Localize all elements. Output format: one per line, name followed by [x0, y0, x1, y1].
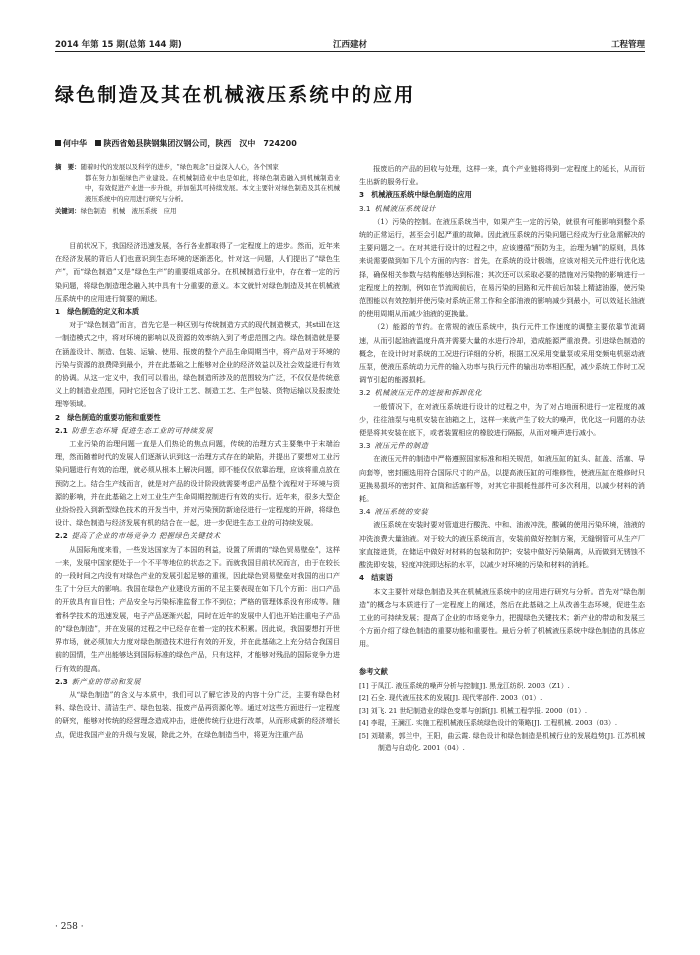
section-2-heading: 2 绿色制造的重要功能和重要性 — [55, 412, 161, 422]
section-3-4-paragraph: 液压系统在安装时要对管道进行酸洗、中和、油液冲洗，酸碱的使用污染环境，油液的冲洗浪费大量油液。对于较大的液压系统而言，安装前做好控制方案，无缝钢管可从生产厂家直接进货，在储运中做好对材料的包装和防护；安装中做好污染隔离，从而做到无锈蚀不酸洗即安装，轻度冲洗即达标的水平，以减少对环境的污染和材料的消耗。 — [359, 520, 645, 570]
section-2-1-number: 2.1 — [55, 425, 68, 435]
reference-item: [3] 刘飞. 21 世纪制造业的绿色变革与创新[J]. 机械工程学报. 2000（01）. — [359, 706, 588, 715]
left-column — [55, 162, 340, 741]
section-2-3-paragraph: 从“绿色制造”的含义与本质中，我们可以了解它涉及的内容十分广泛，主要有绿色材料、绿色设计、清洁生产、绿色包装、报废产品再资源化等。通过对这些方面进行一定程度的研究，能够对传统的经营理念造成冲击，进使传统行业进行改革，从而形成新的经济增长点，促进我国产业的升级与发展，除此之外，在绿色制造当中，将更为注重产品 — [55, 689, 340, 739]
section-2-2-paragraph: 从国际角度来看，一些发达国家为了本国的利益，设置了所谓的“绿色贸易壁垒”，这样一来，发展中国家便处于一个不平等地位的状态之下。而就我国目前状况而言，由于在较长的一段时间之内没有对绿色产业的发展引起足够的重视，因此绿色贸易壁垒对我国的出口产生了十分巨大的影响。我国在绿色产业建设方面的不足主要表现在如下几个方面：出口产品的开放具有盲目性；产品安全与污染标准监督工作不到位；严格的管理体系没有形成等。随着科学技术的迅速发展，电子产品逐渐兴起，同时在近年的发展中人们也开始注重电子产品的“绿色制造”，并在发展的过程之中已经存在着一定的技术积累。因此说，我国要想打开世界市场，就必须加大力度对绿色制造技术进行有效的开发，并在此基础之上充分结合我国目前的国情，生产出能够达到国际标准的绿色产品，只有这样，才能够对残品的国际竞争力进行有效的提高。 — [55, 544, 340, 673]
journal-name: 江西建材 — [332, 40, 367, 50]
section-2-1-title: 防患生态环境 促进生态工业的可持续发展 — [71, 425, 213, 435]
keywords-label: 关键词： — [55, 207, 81, 215]
section-3-1-heading — [359, 202, 645, 215]
abstract-text: 都在努力加强绿色产业建设。在机械制造业中也是如此，将绿色制造融入到机械制造业中，有效促进产业进一步升级，并加强其可持续发展。本文主要针对绿色制造及其在机械液压系统中的应用进行研究与分析。 — [85, 173, 340, 203]
keywords-text: 绿色制造 机械 液压系统 应用 — [80, 207, 177, 215]
section-2-3-title: 新产业的带动和发展 — [71, 676, 141, 686]
section-3-2-title: 机械液压元件的连接和拆卸优化 — [374, 388, 483, 398]
bullet-square-icon — [55, 140, 61, 146]
section-3-3-paragraph: 在液压元件的制造中严格遵照国家标准和相关规范，如液压缸的缸头、缸盖、活塞、导向套等，密封圈选用符合国际尺寸的产品，以提高液压缸的可维修性，使液压缸在维修时只更换易损坏的密封件、缸筒和活塞杆等，对其它非损耗性部件可多次利用，以减少材料的消耗。 — [359, 454, 645, 504]
keywords — [55, 206, 340, 217]
section-name: 工程管理 — [610, 40, 645, 50]
section-3-1-paragraph-2: （2）能源的节约。在常规的液压系统中，执行元件工作速度的调整主要依靠节流调速，从而引起油液温度升高并需要大量的水进行冷却，造成能源严重浪费。引进绿色制造的概念，在设计时对系统的工况进行详细的分析，根据工况采用变量泵或采用变频电机驱动液压泵，使液压系统动力元件的输入功率与执行元件的输出功率相匹配，减少系统工作时工况调节引起的能源损耗。 — [359, 322, 645, 385]
article-title: 绿色制造及其在机械液压系统中的应用 — [55, 84, 416, 106]
page-number: · 258 · — [55, 922, 84, 932]
abstract-label: 摘 要： — [55, 163, 81, 171]
section-2-3-number: 2.3 — [55, 676, 68, 686]
continued-paragraph: 报废后的产品的回收与处理，这样一来，真个产业链将得到一定程度上的延长，从而衍生出新的服务行业。 — [359, 164, 645, 187]
section-2-3-heading — [55, 675, 340, 688]
section-3-heading: 3 机械液压系统中绿色制造的应用 — [359, 190, 472, 200]
abstract-first-line: 随着时代的发展以及科学的进步，“绿色观念”日益深入人心，各个国家 — [80, 163, 279, 171]
author-affiliation: 陕西省勉县陕钢集团汉钢公司，陕西 汉中 724200 — [103, 139, 297, 148]
intro-paragraph: 目前状况下，我国经济迅速发展，各行各业都取得了一定程度上的进步。然而，近年来在经济发展的背后人们也意识到生态环境的逐渐恶化，针对这一问题，人们提出了“绿色生产”，而“绿色制造”又是“绿色生产”的重要组成部分。在机械制造行业中，存在着一定的污染问题，将绿色制造理念融入其中具有十分重要的意义。本文就针对绿色制造及其在机械液压系统中的应用进行简要的阐述。 — [55, 241, 340, 303]
section-1-heading: 1 绿色制造的定义和本质 — [55, 307, 140, 317]
reference-item: [1] 于凤江. 液压系统的噪声分析与控制[J]. 黑龙江纺织. 2003（Z1）. — [359, 681, 570, 690]
section-4-heading: 4 结束语 — [359, 573, 393, 583]
bullet-square-icon — [95, 140, 101, 146]
reference-item: [5] 刘瑞素，郭兰中，王阳，曲云霞. 绿色设计和绿色制造是机械行业的发展趋势[J]. 江苏机械制造与自动化. 2001（04）. — [359, 731, 645, 753]
author-line — [55, 138, 297, 149]
section-2-1-paragraph: 工业污染的治理问题一直是人们热论的焦点问题，传统的治理方式主要集中于末端治理，然而随着时代的发展人们逐渐认识到这一治理方式存在的缺陷，并提出了要想对工业污染问题进行有效的治理，就必须从根本上解决问题，即不能仅仅依靠治理，应该将重点放在预防之上。结合生产线而言，就是对产品的设计阶段就需要考虑产品整个流程对于环境与资源的影响，并在此基础之上对工业生产生命周期控制进行有效的实行。近年来，很多大型企业纷纷投入到新型绿色技术的开发当中，并对污染预防新途径进行一定程度的开辟，将绿色设计、绿色制造与经济发展有机的结合在一起，进一步促进生态工业的可持续发展。 — [55, 439, 340, 528]
section-4-paragraph: 本文主要针对绿色制造及其在机械液压系统中的应用进行研究与分析。首先对“绿色制造”的概念与本质进行了一定程度上的阐述，然后在此基础之上从改善生态环境，促进生态工业的可持续发展；提高了企业的市场竞争力，把握绿色关键技术；新产业的带动和发展三个方面介绍了绿色制造的重要功能和重要性。最后分析了机械液压系统中绿色制造的具体应用。 — [359, 586, 645, 649]
section-1-paragraph: 对于“绿色制造”而言，首先它是一种区别与传统制造方式的现代制造模式，其still在这一制造模式之中，将对环境的影响以及资源的效率纳入到了考虑范围之内。绿色制造就是要在涵盖设计、制造、包装、运输、使用、报废的整个产品生命周期当中，将产品对于环境的污染与资源的浪费降到最小，并在此基础之上能够对企业的经济效益以及社会效益进行有效的协调。从这一定义中，我们可以看出，绿色制造所涉及的范围较为广泛，不仅仅是传统意义上的制造业范围，同时它还包含了设计工艺、制造工艺、生产包装、货物运输以及报废处理等领域。 — [55, 320, 340, 409]
references-heading: 参考文献 — [359, 666, 388, 676]
running-header — [55, 38, 645, 52]
section-3-2-heading — [359, 386, 645, 399]
section-3-1-number: 3.1 — [359, 203, 371, 213]
section-3-1-title: 机械液压系统设计 — [374, 203, 436, 213]
section-2-1-heading — [55, 424, 340, 437]
section-3-4-number: 3.4 — [359, 507, 371, 517]
section-3-4-heading — [359, 505, 645, 518]
abstract — [55, 162, 340, 204]
reference-item: [2] 石全. 现代液压技术的发展[J]. 现代零部件. 2003（01）. — [359, 694, 543, 703]
author-name: 何中华 — [63, 139, 87, 148]
issue-info: 2014 年第 15 期(总第 144 期) — [55, 40, 182, 50]
section-3-3-title: 液压元件的制造 — [374, 441, 429, 451]
section-2-2-title: 提高了企业的市场竞争力 把握绿色关键技术 — [71, 531, 221, 541]
section-3-3-number: 3.3 — [359, 441, 371, 451]
section-3-4-title: 液压系统的安装 — [374, 507, 429, 517]
section-3-1-paragraph-1: （1）污染的控制。在液压系统当中，如果产生一定的污染，就很有可能影响到整个系统的正常运行，甚至会引起严重的故障。因此液压系统的污染问题已经成为行业急需解决的主要问题之一。在对其进行设计的过程之中，应该遵循“预防为主，治理为辅”的原则，具体来说需要做到如下几个方面的内容：首先，在系统的设计极端，应该对相关元件进行优化选择，确保相关参数与结构能够达到标准；其次还可以采取必要的措施对污染物的影响进行一定程度上的控制，例如在节流阀前后，在易污染的回路和元件前后加装上精滤油器，使污染范围能以有效控制并使污染对系统正常工作和全部油液的影响减少到最小，可以效延长油液的使用周期从而减少油液的更换量。 — [359, 216, 645, 319]
section-3-2-paragraph: 一般情况下，在对液压系统进行设计的过程之中，为了对占地面积进行一定程度的减少，往往油泵与电机安装在油箱之上，这样一来就产生了较大的噪声，优化这一问题的办法便是将其安装在底下，或者装置相应的橡胶进行隔振，从而对噪声进行减小。 — [359, 401, 645, 438]
section-3-3-heading — [359, 439, 645, 452]
header-rule — [55, 51, 645, 52]
section-2-2-number: 2.2 — [55, 531, 68, 541]
reference-item: [4] 李琨，王澜江. 实施工程机械液压系统绿色设计的策略[J]. 工程机械. 2003（03）. — [359, 719, 617, 728]
right-column — [359, 162, 645, 755]
section-2-2-heading — [55, 529, 340, 542]
section-3-2-number: 3.2 — [359, 388, 371, 398]
